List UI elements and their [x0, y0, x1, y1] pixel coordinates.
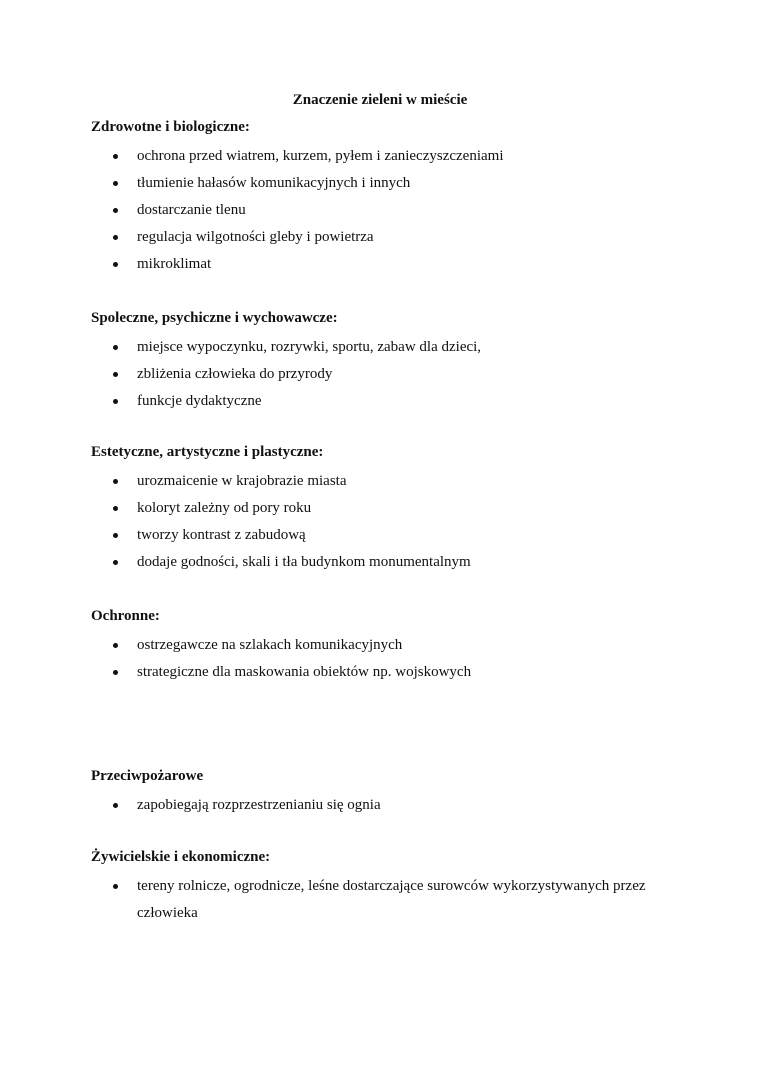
- list-item: zbliżenia człowieka do przyrody: [91, 361, 691, 388]
- list-item: zapobiegają rozprzestrzenianiu się ognia: [91, 792, 691, 819]
- section-heading: Żywicielskie i ekonomiczne:: [91, 849, 271, 865]
- list-item: funkcje dydaktyczne: [91, 388, 691, 415]
- bullet-icon: [113, 262, 118, 267]
- list-item: tereny rolnicze, ogrodnicze, leśne dostarczające surowców wykorzystywanych przez człowieka: [91, 873, 691, 927]
- bullet-icon: [113, 372, 118, 377]
- bullet-icon: [113, 506, 118, 511]
- list-item: tworzy kontrast z zabudową: [91, 522, 691, 549]
- list-item: mikroklimat: [91, 251, 691, 278]
- bullet-list: [91, 632, 691, 686]
- bullet-icon: [113, 479, 118, 484]
- list-item: ochrona przed wiatrem, kurzem, pyłem i zanieczyszczeniami: [91, 143, 691, 170]
- bullet-icon: [113, 345, 118, 350]
- bullet-icon: [113, 154, 118, 159]
- section-heading: Przeciwpożarowe: [91, 768, 204, 784]
- document-title: Znaczenie zieleni w mieście: [292, 92, 468, 108]
- bullet-icon: [113, 399, 118, 404]
- bullet-list: [91, 334, 691, 415]
- list-item: ostrzegawcze na szlakach komunikacyjnych: [91, 632, 691, 659]
- bullet-icon: [113, 643, 118, 648]
- bullet-icon: [113, 235, 118, 240]
- list-item: koloryt zależny od pory roku: [91, 495, 691, 522]
- bullet-list: [91, 468, 691, 576]
- bullet-icon: [113, 670, 118, 675]
- bullet-list: [91, 143, 691, 278]
- list-item: urozmaicenie w krajobrazie miasta: [91, 468, 691, 495]
- list-item: dostarczanie tlenu: [91, 197, 691, 224]
- bullet-icon: [113, 208, 118, 213]
- bullet-list: [91, 873, 691, 927]
- bullet-icon: [113, 803, 118, 808]
- bullet-icon: [113, 884, 118, 889]
- list-item: miejsce wypoczynku, rozrywki, sportu, zabaw dla dzieci,: [91, 334, 691, 361]
- section-heading: Estetyczne, artystyczne i plastyczne:: [91, 444, 324, 460]
- section-health-biological: [91, 118, 691, 278]
- section-fire-protection: [91, 767, 691, 819]
- list-item: regulacja wilgotności gleby i powietrza: [91, 224, 691, 251]
- section-protective: [91, 607, 691, 686]
- section-aesthetic: [91, 443, 691, 576]
- section-heading: Spoleczne, psychiczne i wychowawcze:: [91, 310, 338, 326]
- section-heading: Zdrowotne i biologiczne:: [91, 119, 250, 135]
- section-social-psychological: [91, 309, 691, 415]
- section-food-economic: [91, 848, 691, 927]
- bullet-icon: [113, 533, 118, 538]
- bullet-list: [91, 792, 691, 819]
- bullet-icon: [113, 181, 118, 186]
- list-item: strategiczne dla maskowania obiektów np. wojskowych: [91, 659, 691, 686]
- list-item: tłumienie hałasów komunikacyjnych i innych: [91, 170, 691, 197]
- bullet-icon: [113, 560, 118, 565]
- list-item: dodaje godności, skali i tła budynkom monumentalnym: [91, 549, 691, 576]
- section-heading: Ochronne:: [91, 608, 160, 624]
